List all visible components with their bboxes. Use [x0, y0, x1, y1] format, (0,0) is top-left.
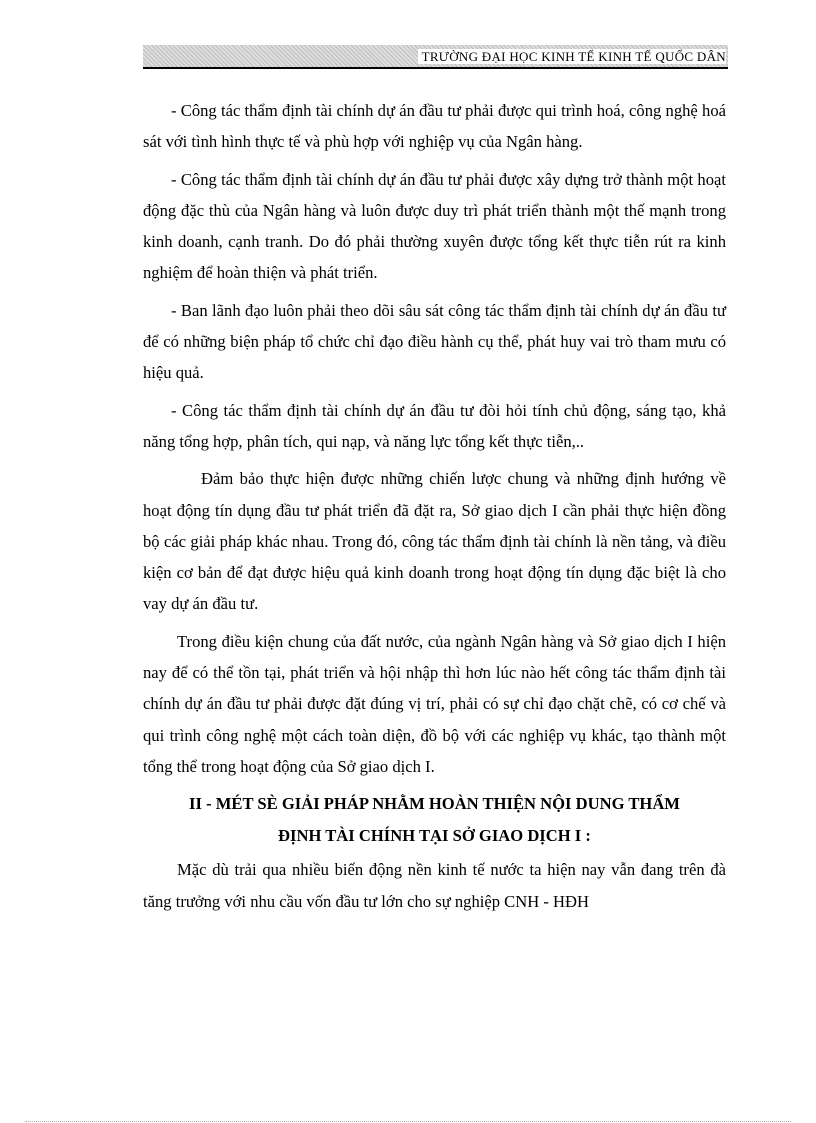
page-header: [143, 45, 728, 69]
paragraph-5: Đảm bảo thực hiện được những chiến lược chung và những định hướng về hoạt động tín dụng đầu tư phát triển đã đặt ra, Sở giao dịch I cần phải thực hiện đồng bộ các giải pháp khác nhau. Trong đó, công tác thẩm định tài chính là nền tảng, và điều kiện cơ bản để đạt được hiệu quả kinh doanh trong hoạt động tín dụng đặc biệt là cho vay dự án đầu tư.: [143, 469, 726, 614]
header-title: TRƯỜNG ĐẠI HỌC KINH TẾ KINH TẾ QUỐC DÂN: [418, 49, 726, 64]
document-body: [143, 95, 726, 923]
paragraph-6: Trong điều kiện chung của đất nước, của ngành Ngân hàng và Sở giao dịch I hiện nay để có thể tồn tại, phát triển và hội nhập thì hơn lúc nào hết công tác thẩm định tài chính dự án đầu tư phải được đặt đúng vị trí, phải có sự chỉ đạo chặt chẽ, có cơ chế và qui trình công nghệ một cách toàn diện, đồ bộ với các nghiệp vụ khác, tạo thành một tổng thể trong hoạt động của Sở giao dịch I.: [143, 631, 726, 776]
section-heading-line-2: ĐỊNH TÀI CHÍNH TẠI SỞ GIAO DỊCH I :: [278, 826, 591, 846]
paragraph-1: - Công tác thẩm định tài chính dự án đầu tư phải được qui trình hoá, công nghệ hoá sát với tình hình thực tế và phù hợp với nghiệp vụ của Ngân hàng.: [143, 101, 726, 152]
paragraph-3: - Ban lãnh đạo luôn phải theo dõi sâu sát công tác thẩm định tài chính dự án đầu tư để có những biện pháp tổ chức chỉ đạo điều hành cụ thể, phát huy vai trò tham mưu có hiệu quả.: [143, 300, 726, 383]
section-heading-line-1: II - MÉT SÈ GIẢI PHÁP NHẰM HOÀN THIỆN NỘI DUNG THẨM: [189, 794, 680, 814]
paragraph-2: - Công tác thẩm định tài chính dự án đầu tư phải được xây dựng trở thành một hoạt động đặc thù của Ngân hàng và luôn được duy trì phát triển thành một thế mạnh trong kinh doanh, cạnh tranh. Do đó phải thường xuyên được tổng kết thực tiễn rút ra kinh nghiệm để hoàn thiện và phát triển.: [143, 169, 726, 283]
closing-paragraph: Mặc dù trải qua nhiều biến động nền kinh tế nước ta hiện nay vẫn đang trên đà tăng trưởng với nhu cầu vốn đầu tư lớn cho sự nghiệp CNH - HĐH: [143, 860, 726, 911]
paragraph-4: - Công tác thẩm định tài chính dự án đầu tư đòi hỏi tính chủ động, sáng tạo, khả năng tổng hợp, phân tích, qui nạp, và năng lực tổng kết thực tiễn,..: [143, 400, 726, 451]
footer-divider: [25, 1121, 791, 1122]
section-heading: [143, 788, 726, 852]
